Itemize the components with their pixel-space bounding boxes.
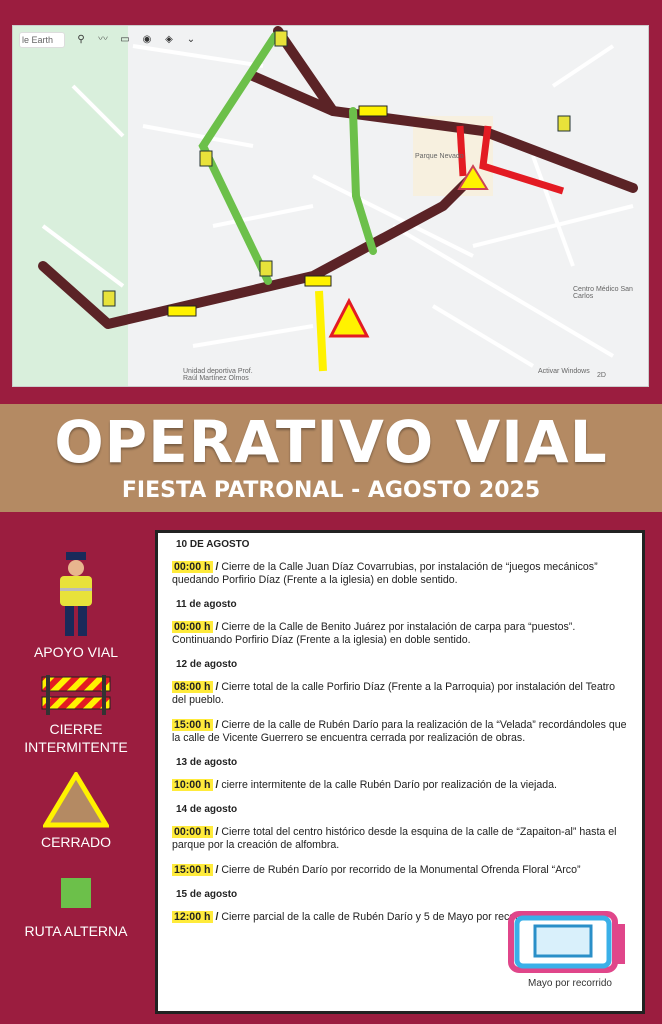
sports-unit-label: Unidad deportiva Prof. Raúl Martínez Olmos — [183, 368, 253, 382]
legend-item-alternate-route — [0, 876, 152, 940]
chevron-down-icon[interactable]: ⌄ — [186, 34, 196, 45]
schedule-entry: 15:00 h / Cierre de la calle de Rubén Darío para la realización de la “Velada” recordándoles que la calle de Vicente Guerrero se encuentra cerrada por realización de obras. — [172, 719, 627, 744]
ruler-icon[interactable]: ▭ — [120, 34, 130, 45]
time-badge: 00:00 h — [174, 826, 211, 838]
layers-icon[interactable]: ◈ — [165, 34, 173, 45]
day-heading: 14 de agosto — [176, 804, 238, 815]
legend-label: CERRADO — [40, 834, 111, 850]
legend-label-line2: INTERMITENTE — [24, 739, 128, 755]
entry-text: Cierre parcial de la calle de Rubén Darío y 5 de Mayo por recorrido de danzas. — [218, 911, 592, 923]
time-badge: 00:00 h — [174, 561, 211, 573]
schedule-entry: 00:00 h / Cierre de la Calle Juan Díaz Covarrubias, por instalación de “juegos mecánicos” quedando Porfirio Díaz (Frente a la iglesia) en doble sentido. — [172, 561, 598, 586]
green-square-icon — [61, 878, 91, 908]
schedule-entry: 12:00 h / Cierre parcial de la calle de Rubén Darío y 5 de Mayo por recorrido de danzas. — [174, 911, 592, 923]
time-badge: 08:00 h — [174, 681, 211, 693]
page-title: OPERATIVO VIAL — [54, 408, 608, 476]
day-heading: 10 DE AGOSTO — [176, 539, 250, 550]
legend-item-traffic-support — [0, 552, 152, 661]
traffic-officer-icon — [56, 552, 96, 638]
monitor-logo-icon — [505, 910, 635, 976]
time-badge: 15:00 h — [174, 719, 211, 731]
entry-text: cierre intermitente de la calle Rubén Darío por realización de la viejada. — [218, 779, 557, 791]
entry-text: Cierre de la Calle de Benito Juárez por instalación de carpa para “puestos”. Continuando Porfirio Díaz (Frente a la iglesia) en doble sentido. — [172, 621, 576, 646]
entry-text: Cierre de la Calle Juan Díaz Covarrubias, por instalación de “juegos mecánicos” quedando Porfirio Díaz (Frente a la iglesia) en doble sentido. — [172, 561, 598, 586]
camera-icon[interactable]: ◉ — [142, 34, 152, 45]
legend-item-intermittent-closure — [0, 675, 152, 756]
entry-text: Cierre total de la calle Porfirio Díaz (Frente a la Parroquia) por instalación del Teatro del pueblo. — [172, 681, 616, 706]
schedule-entry: 00:00 h / Cierre de la Calle de Benito Juárez por instalación de carpa para “puestos”. Continuando Porfirio Díaz (Frente a la iglesia) en doble sentido. — [172, 621, 576, 646]
day-heading: 15 de agosto — [176, 889, 238, 900]
page-subtitle: FIESTA PATRONAL - AGOSTO 2025 — [121, 478, 541, 503]
schedule-entry: 00:00 h / Cierre total del centro histórico desde la esquina de la calle de “Zapaiton-al” hasta el parque por la creación de alfombra. — [172, 826, 617, 851]
time-badge: 10:00 h — [174, 779, 211, 791]
day-heading: 13 de agosto — [176, 757, 238, 768]
time-badge: 15:00 h — [174, 864, 211, 876]
warning-triangle-icon — [43, 772, 109, 828]
legend-label: RUTA ALTERNA — [24, 923, 128, 939]
windows-activation-label: Activar Windows — [538, 368, 590, 375]
watermark-text: Mayo por recorrido — [528, 978, 612, 989]
legend-label: APOYO VIAL — [33, 644, 119, 660]
barrier-icon — [40, 675, 112, 715]
route-map[interactable] — [12, 25, 649, 387]
entry-text: Cierre de la calle de Rubén Darío para la realización de la “Velada” recordándoles que la calle de Vicente Guerrero se encuentra cerrada por realización de obras. — [172, 719, 627, 744]
day-heading: 11 de agosto — [176, 599, 237, 610]
schedule-entry: 08:00 h / Cierre total de la calle Porfirio Díaz (Frente a la Parroquia) por instalación del Teatro del pueblo. — [172, 681, 616, 706]
entry-text: Cierre de Rubén Darío por recorrido de la Monumental Ofrenda Floral “Arco” — [218, 864, 581, 876]
legend-label-line1: CIERRE — [49, 721, 103, 737]
pin-icon[interactable]: ⚲ — [77, 34, 85, 45]
entry-text: Cierre total del centro histórico desde la esquina de la calle de “Zapaiton-al” hasta el parque por la creación de alfombra. — [172, 826, 617, 851]
watermark-logo — [505, 910, 635, 990]
time-badge: 00:00 h — [174, 621, 211, 633]
time-badge: 12:00 h — [174, 911, 211, 923]
path-icon[interactable]: 〰 — [98, 34, 108, 45]
legend-item-closed — [0, 772, 152, 851]
medical-center-label: Centro Médico San Carlos — [573, 286, 633, 300]
map-search-input[interactable]: le Earth — [19, 32, 65, 48]
title-band — [0, 404, 662, 512]
day-heading: 12 de agosto — [176, 659, 238, 670]
map-toolbar — [13, 30, 203, 50]
schedule-entry: 15:00 h / Cierre de Rubén Darío por recorrido de la Monumental Ofrenda Floral “Arco” — [174, 864, 581, 876]
park-label: Parque Nevado — [415, 153, 464, 160]
map-canvas — [13, 26, 649, 387]
view-mode-button[interactable]: 2D — [597, 372, 606, 379]
schedule-entry: 10:00 h / cierre intermitente de la calle Rubén Darío por realización de la viejada. — [174, 779, 557, 791]
